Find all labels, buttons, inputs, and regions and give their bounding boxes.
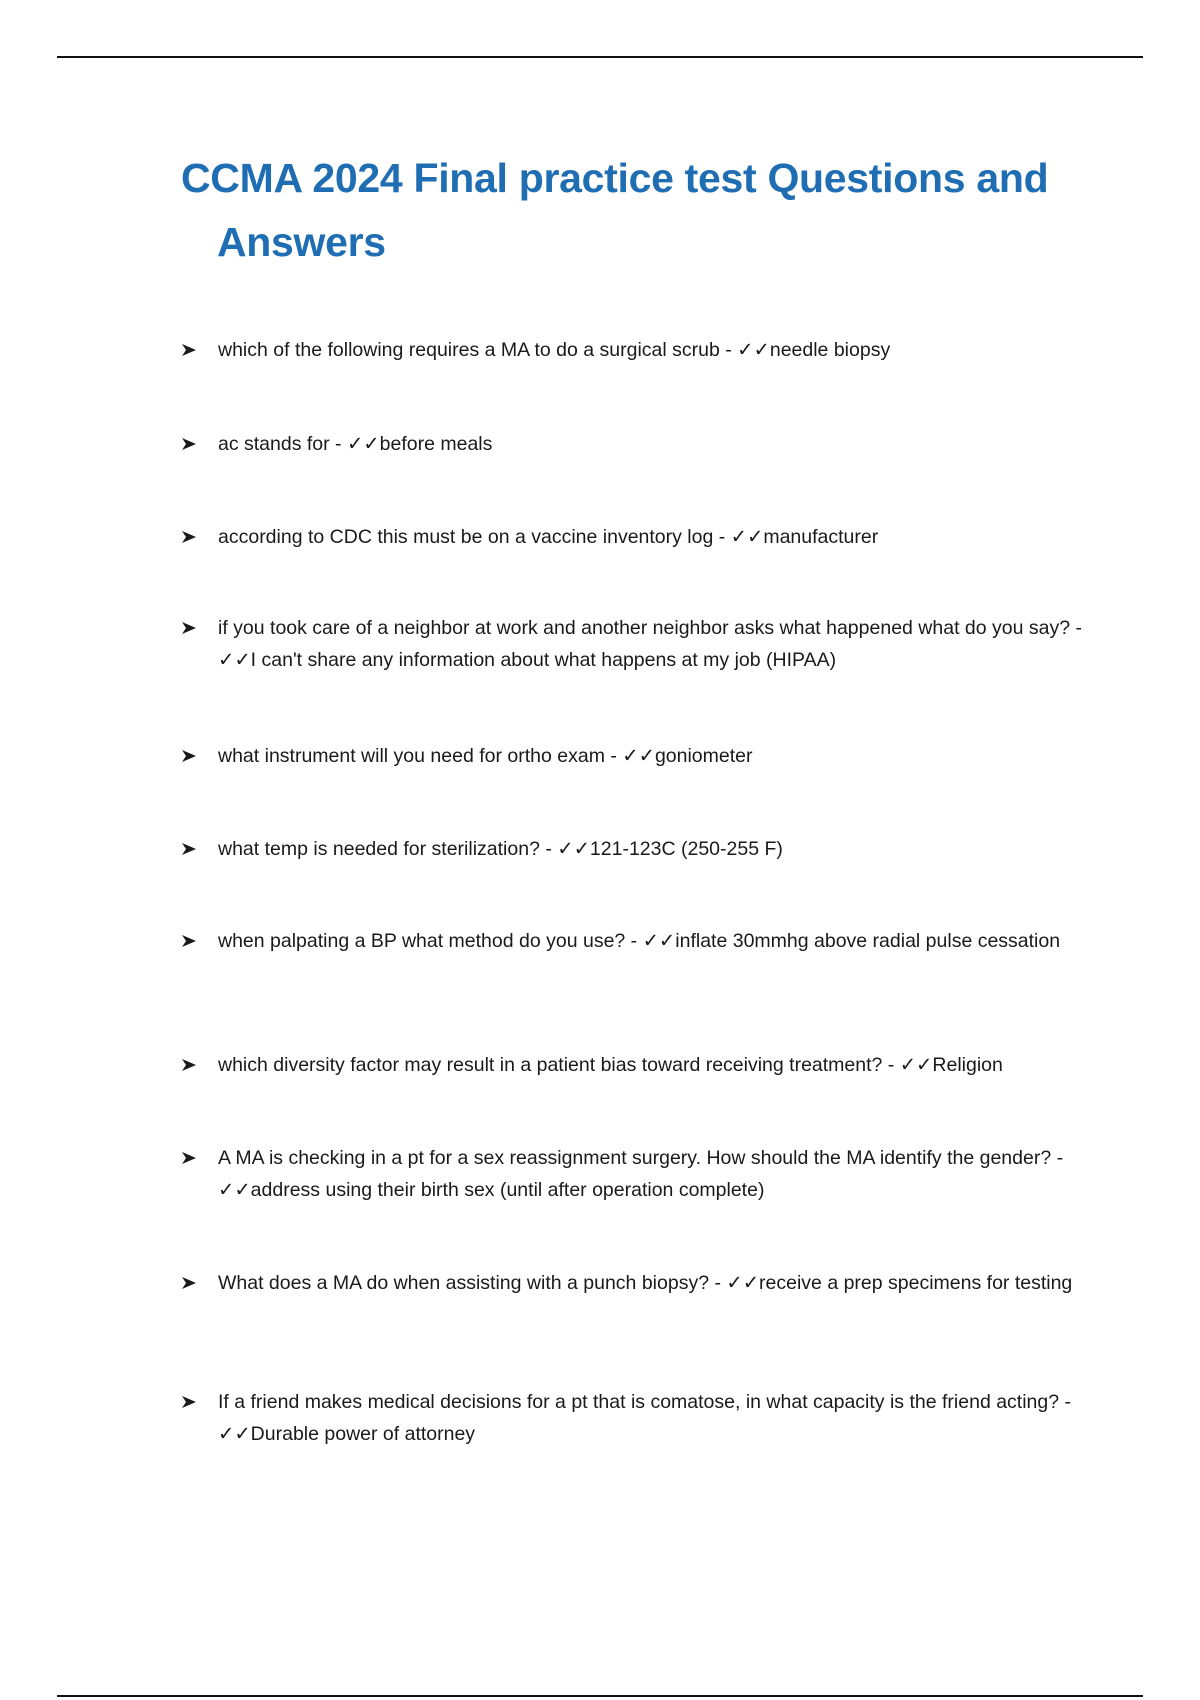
title-line-1: CCMA 2024 Final practice test Questions and [181, 155, 1049, 201]
list-item [181, 1267, 1101, 1299]
list-item [181, 740, 1101, 772]
list-item [181, 1386, 1101, 1450]
arrowhead-bullet-icon [181, 612, 199, 644]
title-line-2: Answers [217, 219, 386, 265]
document-title [181, 146, 1101, 274]
qa-text: ac stands for - ✓✓before meals [218, 433, 493, 455]
qa-text: what temp is needed for sterilization? - ✓✓121-123C (250-255 F) [218, 838, 783, 860]
arrowhead-bullet-icon [181, 1142, 199, 1174]
qa-text: If a friend makes medical decisions for a pt that is comatose, in what capacity is the friend acting? - ✓✓Durable power of attorney [218, 1391, 1071, 1445]
qa-text: A MA is checking in a pt for a sex reassignment surgery. How should the MA identify the gender? - ✓✓address using their birth sex (until after operation complete) [218, 1147, 1064, 1201]
arrowhead-bullet-icon [181, 1386, 199, 1418]
list-item [181, 1142, 1101, 1206]
qa-text: which diversity factor may result in a patient bias toward receiving treatment? - ✓✓Religion [218, 1054, 1003, 1076]
arrowhead-bullet-icon [181, 925, 199, 957]
bottom-divider [57, 1695, 1143, 1697]
arrowhead-bullet-icon [181, 740, 199, 772]
list-item [181, 1049, 1101, 1081]
arrowhead-bullet-icon [181, 428, 199, 460]
qa-text: what instrument will you need for ortho exam - ✓✓goniometer [218, 745, 753, 767]
list-item [181, 833, 1101, 865]
list-item [181, 334, 1101, 366]
qa-text: which of the following requires a MA to do a surgical scrub - ✓✓needle biopsy [218, 339, 891, 361]
arrowhead-bullet-icon [181, 334, 199, 366]
arrowhead-bullet-icon [181, 521, 199, 553]
list-item [181, 612, 1101, 676]
arrowhead-bullet-icon [181, 1267, 199, 1299]
qa-text: if you took care of a neighbor at work and another neighbor asks what happened what do you say? - ✓✓I can't share any information about what happens at my job (HIPAA) [218, 617, 1082, 671]
qa-text: What does a MA do when assisting with a punch biopsy? - ✓✓receive a prep specimens for testing [218, 1272, 1073, 1294]
arrowhead-bullet-icon [181, 833, 199, 865]
list-item [181, 925, 1101, 957]
top-divider [57, 56, 1143, 58]
list-item [181, 521, 1101, 553]
qa-text: when palpating a BP what method do you use? - ✓✓inflate 30mmhg above radial pulse cessation [218, 930, 1061, 952]
list-item [181, 428, 1101, 460]
arrowhead-bullet-icon [181, 1049, 199, 1081]
qa-text: according to CDC this must be on a vaccine inventory log - ✓✓manufacturer [218, 526, 879, 548]
